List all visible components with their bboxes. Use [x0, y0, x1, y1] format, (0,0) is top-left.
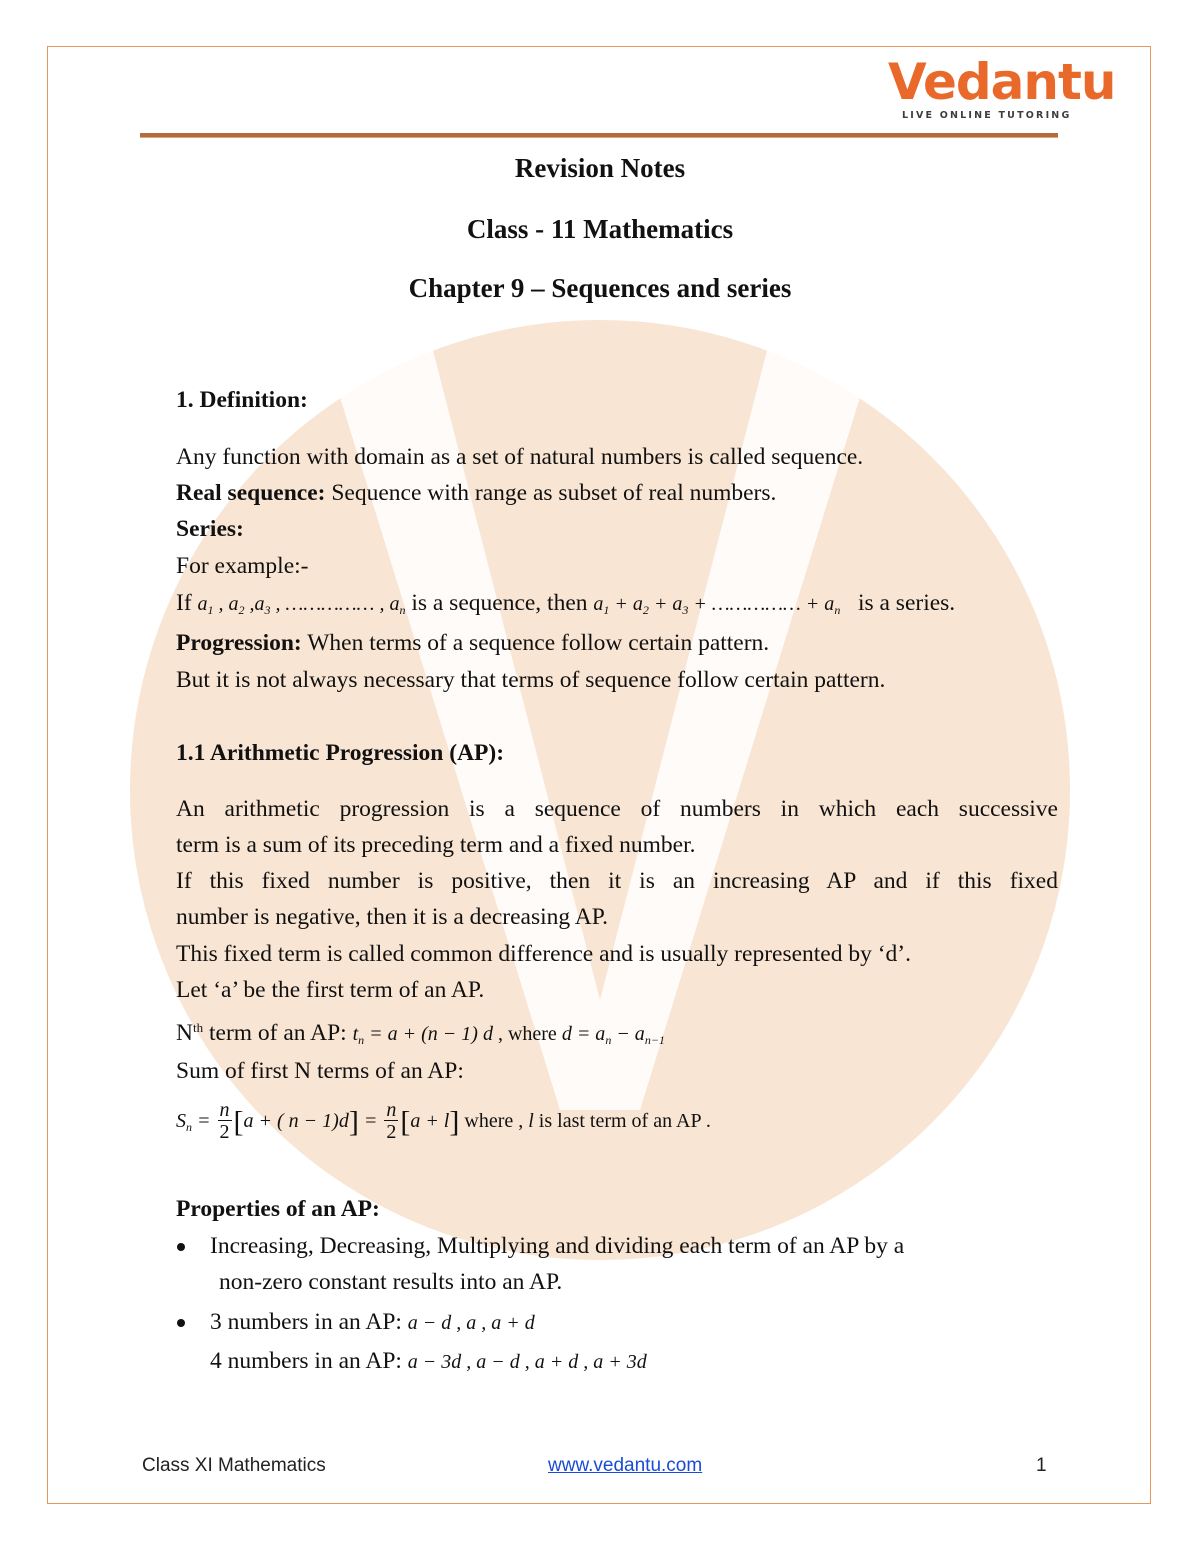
first-term-line: Let ‘a’ be the first term of an AP.: [176, 977, 485, 1003]
property-1-line2: non-zero constant results into an AP.: [219, 1269, 563, 1295]
sum-symbol: $S_n$ =: [176, 1110, 216, 1134]
sum-tail: is last term of an AP .: [533, 1110, 711, 1132]
fraction-n-over-2-b: $\frac{n}{2}$: [386, 1099, 397, 1144]
nth-term-line: [176, 1013, 665, 1055]
nth-term-formula: $t_n = a + (n - 1)$ d: [352, 1023, 493, 1047]
property-3-prefix: 4 numbers in an AP:: [210, 1348, 408, 1374]
last-term-symbol: l: [528, 1110, 534, 1132]
fraction-n-over-2: $\frac{n}{2}$: [219, 1099, 230, 1144]
sum-where: where ,: [459, 1110, 529, 1132]
sequence-then-text: is a sequence, then: [405, 590, 594, 616]
property-3-math: a − 3d , a − d , a + d , a + 3d: [407, 1351, 647, 1373]
page-number: 1: [1036, 1455, 1047, 1476]
pattern-note: But it is not always necessary that terms of sequence follow certain pattern.: [176, 667, 886, 693]
ap-sign-line2: number is negative, then it is a decreasing AP.: [176, 904, 609, 930]
nth-prefix: N: [176, 1020, 193, 1046]
logo-wordmark: Vedantu: [888, 53, 1116, 111]
series-label: Series:: [176, 516, 244, 542]
ap-definition-line2: term is a sum of its preceding term and a fixed number.: [176, 832, 696, 858]
property-2: [210, 1307, 535, 1338]
sum-expression-2: [a + l]: [400, 1105, 460, 1139]
if-prefix: If: [176, 590, 198, 616]
example-label: For example:-: [176, 553, 309, 579]
series-expression: $a_1 + a_2 + a_3$ + …………… + $a_n$: [593, 593, 841, 617]
progression-label: Progression:: [176, 630, 302, 656]
property-2-prefix: 3 numbers in an AP:: [210, 1309, 408, 1335]
sum-formula-line: [176, 1098, 711, 1149]
nth-where: , where: [492, 1023, 562, 1045]
logo-tagline: LIVE ONLINE TUTORING: [902, 110, 1072, 121]
nth-superscript: th: [192, 1020, 204, 1035]
nth-suffix: term of an AP:: [203, 1020, 353, 1046]
footer-website-link[interactable]: www.vedantu.com: [548, 1455, 703, 1476]
section-heading-ap: 1.1 Arithmetic Progression (AP):: [176, 740, 505, 766]
property-3: [210, 1346, 647, 1377]
common-difference-line: This fixed term is called common difference and is usually represented by ‘d’.: [176, 941, 912, 967]
progression-line: [176, 628, 769, 658]
doc-chapter: Chapter 9 – Sequences and series: [408, 273, 792, 303]
section-heading-definition: 1. Definition:: [176, 387, 308, 413]
doc-title: Revision Notes: [514, 153, 686, 183]
real-sequence-line: [176, 478, 776, 508]
difference-formula: $d = a_n - a_{n-1}$: [561, 1023, 665, 1047]
ap-definition-line1: An arithmetic progression is a sequence of numbers in which each successive: [176, 796, 1058, 822]
sequence-expression: $a_1$ , $a_2$ $,a_3$ , …………… , $a_n$: [197, 593, 406, 617]
progression-text: When terms of a sequence follow certain pattern.: [301, 630, 770, 656]
bullet-icon: [177, 1243, 185, 1251]
properties-heading: Properties of an AP:: [176, 1196, 380, 1222]
sum-expression-1: [a + ( n − 1)d] =: [233, 1105, 383, 1139]
real-sequence-label: Real sequence:: [176, 480, 326, 506]
is-series-text: is a series.: [852, 590, 956, 616]
real-sequence-text: Sequence with range as subset of real numbers.: [325, 480, 777, 506]
footer-class: Class XI Mathematics: [142, 1455, 326, 1476]
definition-line: Any function with domain as a set of natural numbers is called sequence.: [176, 444, 864, 470]
ap-sign-line1: If this fixed number is positive, then it is an increasing AP and if this fixed: [176, 868, 1058, 894]
bullet-icon: [177, 1319, 185, 1327]
series-example-line: [176, 588, 955, 625]
property-2-math: a − d , a , a + d: [407, 1312, 535, 1334]
doc-class: Class - 11 Mathematics: [466, 214, 734, 244]
sum-label-line: Sum of first N terms of an AP:: [176, 1058, 464, 1084]
property-1-line1: Increasing, Decreasing, Multiplying and dividing each term of an AP by a: [210, 1233, 905, 1259]
